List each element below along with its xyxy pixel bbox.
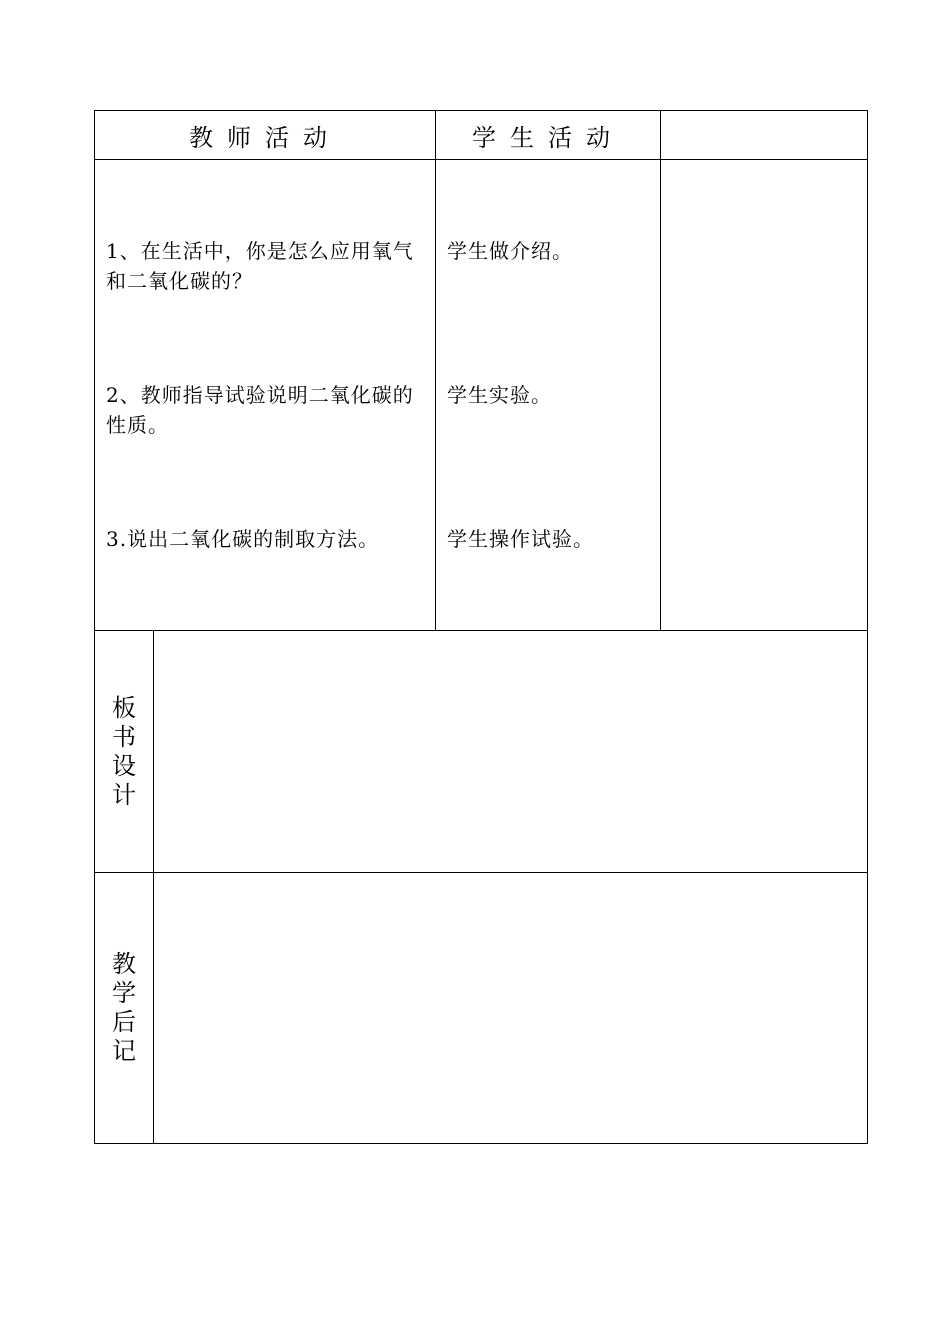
teaching-notes-char-1: 教 xyxy=(112,950,136,978)
teacher-activity-2 xyxy=(106,380,432,440)
board-design-char-3: 设 xyxy=(112,752,136,780)
teaching-notes-char-4: 记 xyxy=(112,1037,136,1065)
board-design-char-1: 板 xyxy=(112,694,136,722)
teacher-activity-3 xyxy=(106,524,432,554)
board-design-char-4: 计 xyxy=(112,781,136,809)
student-activity-3: 学生操作试验。 xyxy=(447,527,594,551)
column-divider-student-notes xyxy=(660,111,661,630)
header-divider xyxy=(95,159,867,160)
header-teacher-activity: 教师活动 xyxy=(189,123,341,152)
student-activity-2: 学生实验。 xyxy=(447,383,552,407)
header-remarks xyxy=(661,111,867,159)
teacher-activity-2-line-1: 2、教师指导试验说明二氧化碳的 xyxy=(106,383,414,407)
column-divider-teacher-student xyxy=(435,111,436,630)
board-design-label xyxy=(95,694,153,810)
teaching-notes-char-2: 学 xyxy=(112,979,136,1007)
board-design-char-2: 书 xyxy=(112,723,136,751)
student-activity-1: 学生做介绍。 xyxy=(447,239,573,263)
board-design-content-area[interactable] xyxy=(154,631,867,872)
teacher-activity-2-line-2: 性质。 xyxy=(106,413,169,437)
teacher-activity-1-line-2: 和二氧化碳的？ xyxy=(106,269,253,293)
teaching-notes-char-3: 后 xyxy=(112,1008,136,1036)
teacher-activity-3-line-1: 3.说出二氧化碳的制取方法。 xyxy=(106,527,380,551)
teaching-notes-content-area[interactable] xyxy=(154,873,867,1143)
teacher-activity-1-line-1: 1、在生活中，你是怎么应用氧气 xyxy=(106,239,414,263)
teacher-activity-1 xyxy=(106,236,432,296)
teaching-notes-label xyxy=(95,950,153,1066)
header-student-activity: 学生活动 xyxy=(472,123,624,152)
